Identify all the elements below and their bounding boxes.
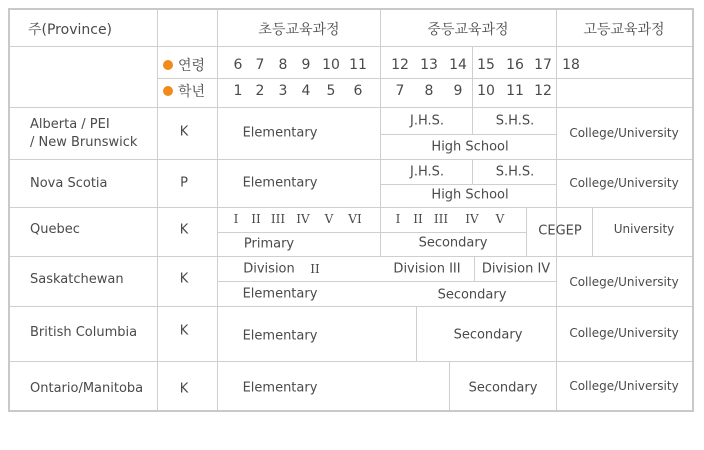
high-header: 고등교육과정 (583, 22, 665, 38)
grid-line (474, 256, 475, 281)
post-secondary-cell: College/University (569, 379, 679, 393)
grid-line (217, 10, 218, 410)
age-value: 16 (506, 57, 524, 73)
post-secondary-cell: University (613, 222, 675, 236)
age-value: 15 (477, 57, 495, 73)
elementary-cell: Elementary (242, 380, 318, 396)
roman-numeral: IV (465, 212, 479, 226)
grade-value: 7 (395, 83, 405, 99)
shs-cell: S.H.S. (495, 113, 535, 129)
secondary-cell: Secondary (453, 327, 523, 343)
province-name: / New Brunswick (30, 135, 138, 150)
grid-line (10, 306, 692, 307)
elementary-cell: Elementary (242, 125, 318, 141)
grid-line (526, 207, 527, 256)
roman-numeral: III (270, 212, 286, 226)
grade-value: 8 (424, 83, 434, 99)
kindergarten-code: K (179, 381, 189, 397)
kindergarten-code: K (179, 222, 189, 238)
grid-line (10, 46, 692, 47)
grade-value: 5 (326, 83, 336, 99)
roman-numeral: II (413, 212, 423, 226)
roman-numeral: III (433, 212, 449, 226)
kindergarten-code: K (179, 323, 189, 339)
province-header: 주(Province) (28, 22, 113, 38)
province-name: Ontario/Manitoba (30, 381, 144, 396)
post-secondary-cell: College/University (569, 126, 679, 140)
age-value: 6 (233, 57, 243, 73)
division-numeral: II (310, 262, 320, 276)
post-secondary-cell: College/University (569, 176, 679, 190)
grid-line (556, 10, 557, 410)
age-value: 18 (562, 57, 580, 73)
grade-value: 11 (506, 83, 524, 99)
grade-value: 1 (233, 83, 243, 99)
grade-value: 9 (453, 83, 463, 99)
age-value: 8 (278, 57, 288, 73)
grade-value: 2 (255, 83, 265, 99)
grid-line (10, 256, 692, 257)
grid-line (380, 134, 556, 135)
grid-line (472, 159, 473, 184)
grid-line (380, 10, 381, 257)
grid-line (10, 159, 692, 160)
roman-numeral: I (395, 212, 401, 226)
grid-line (592, 207, 593, 256)
elementary-cell: Elementary (242, 175, 318, 191)
age-value: 7 (255, 57, 265, 73)
province-name: Saskatchewan (30, 272, 124, 287)
kindergarten-code: P (180, 175, 188, 191)
age-label: 연령 (178, 58, 206, 74)
jhs-cell: J.H.S. (409, 113, 445, 129)
kindergarten-code: K (179, 124, 189, 140)
kindergarten-code: K (179, 271, 189, 287)
grid-line (10, 207, 692, 208)
elementary-cell: Elementary (242, 286, 318, 302)
roman-numeral: IV (296, 212, 310, 226)
division-cell: Division IV (481, 261, 551, 277)
province-name: Nova Scotia (30, 176, 108, 191)
roman-numeral: I (233, 212, 239, 226)
post-secondary-cell: College/University (569, 326, 679, 340)
grid-line (380, 184, 556, 185)
grade-value: 12 (534, 83, 552, 99)
grid-line (158, 78, 692, 79)
secondary-cell: Secondary (437, 287, 507, 303)
province-name: Alberta / PEI (30, 117, 110, 132)
cegep-cell: CEGEP (538, 223, 582, 239)
age-value: 12 (391, 57, 409, 73)
secondary-cell: Secondary (468, 380, 538, 396)
grid-line (10, 107, 692, 108)
roman-numeral: V (324, 212, 334, 226)
grade-value: 3 (278, 83, 288, 99)
elementary-header: 초등교육과정 (258, 22, 340, 38)
age-value: 17 (534, 57, 552, 73)
grade-value: 4 (301, 83, 311, 99)
grade-value: 10 (477, 83, 495, 99)
division-cell: Division (243, 261, 295, 277)
grade-value: 6 (353, 83, 363, 99)
division-cell: Division III (393, 261, 461, 277)
grid-line (472, 46, 473, 134)
grid-line (10, 361, 692, 362)
secondary-cell: Secondary (418, 235, 488, 251)
roman-numeral: V (495, 212, 505, 226)
roman-numeral: II (251, 212, 261, 226)
age-value: 11 (349, 57, 367, 73)
primary-cell: Primary (243, 236, 295, 252)
high-school-cell: High School (431, 139, 509, 155)
post-secondary-cell: College/University (569, 275, 679, 289)
grid-line (449, 361, 450, 410)
elementary-cell: Elementary (242, 328, 318, 344)
jhs-cell: J.H.S. (409, 164, 445, 180)
age-value: 13 (420, 57, 438, 73)
grade-label: 학년 (178, 84, 206, 100)
high-school-cell: High School (431, 187, 509, 203)
age-dot-icon (163, 60, 173, 70)
roman-numeral: VI (348, 212, 362, 226)
grade-dot-icon (163, 86, 173, 96)
shs-cell: S.H.S. (495, 164, 535, 180)
age-value: 10 (322, 57, 340, 73)
age-value: 14 (449, 57, 467, 73)
grid-line (416, 306, 417, 361)
grid-line (218, 232, 526, 233)
province-name: British Columbia (30, 325, 138, 340)
grid-line (218, 281, 556, 282)
age-value: 9 (301, 57, 311, 73)
middle-header: 중등교육과정 (427, 22, 509, 38)
province-name: Quebec (30, 222, 80, 237)
grid-line (157, 10, 158, 410)
